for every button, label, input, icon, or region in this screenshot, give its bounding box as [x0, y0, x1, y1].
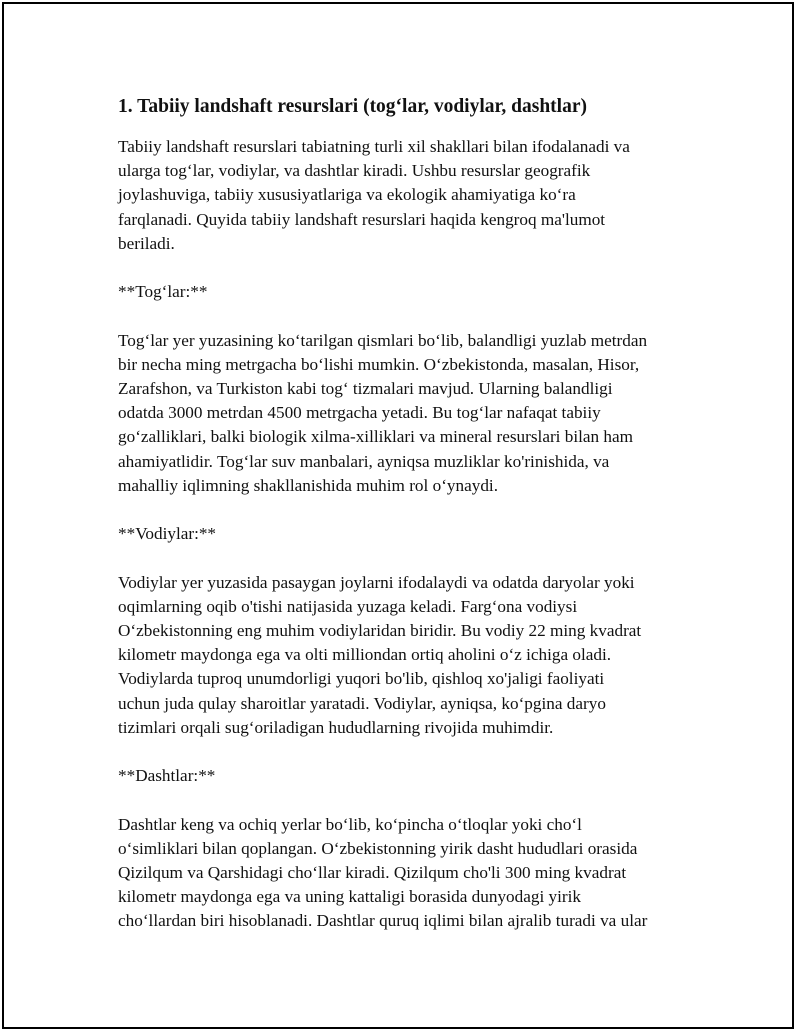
text-line: Tabiiy landshaft resurslari tabiatning turli xil shakllari bilan ifodalanadi va [118, 137, 630, 156]
text-line: ularga tog‘lar, vodiylar, va dashtlar kiradi. Ushbu resurslar geografik [118, 161, 591, 181]
paragraph [118, 135, 698, 256]
text-line: beriladi. [118, 233, 175, 253]
paragraph [118, 813, 698, 934]
text-line: ahamiyatlidir. Tog‘lar suv manbalari, ayniqsa muzliklar ko'rinishida, va [118, 451, 610, 471]
paragraph [118, 280, 698, 304]
text-line: tizimlari orqali sug‘oriladigan hududlarning rivojida muhimdir. [118, 717, 554, 737]
paragraph [118, 571, 698, 740]
text-line: oqimlarning oqib o'tishi natijasida yuzaga keladi. Farg‘ona vodiysi [118, 596, 578, 616]
text-line: o‘simliklari bilan qoplangan. O‘zbekistonning yirik dasht hududlari orasida [118, 838, 638, 858]
text-line: O‘zbekistonning eng muhim vodiylaridan biridir. Bu vodiy 22 ming kvadrat [118, 621, 642, 640]
paragraph [118, 522, 698, 546]
text-line: odatda 3000 metrdan 4500 metrgacha yetadi. Bu tog‘lar nafaqat tabiiy [118, 403, 601, 423]
text-line: Dashtlar keng va ochiq yerlar bo‘lib, ko‘pincha o‘tloqlar yoki cho‘l [118, 814, 582, 834]
paragraph [118, 764, 698, 788]
text-line: Qizilqum va Qarshidagi cho‘llar kiradi. Qizilqum cho'li 300 ming kvadrat [118, 863, 627, 882]
document-body [118, 94, 698, 958]
text-line: Vodiylar yer yuzasida pasaygan joylarni ifodalaydi va odatda daryolar yoki [118, 572, 635, 592]
text-line: kilometr maydonga ega va olti milliondan ortiq aholini o‘z ichiga oladi. [118, 645, 612, 665]
text-line: **Vodiylar:** [118, 524, 217, 544]
text-line: uchun juda qulay sharoitlar yaratadi. Vodiylar, ayniqsa, ko‘pgina daryo [118, 693, 606, 713]
text-line: **Tog‘lar:** [118, 282, 208, 302]
paragraph-list [118, 135, 698, 934]
paragraph [118, 329, 698, 498]
text-line: bir necha ming metrgacha bo‘lishi mumkin. O‘zbekistonda, masalan, Hisor, [118, 354, 640, 374]
text-line: Tog‘lar yer yuzasining ko‘tarilgan qismlari bo‘lib, balandligi yuzlab metrdan [118, 330, 648, 350]
text-line: Zarafshon, va Turkiston kabi tog‘ tizmalari mavjud. Ularning balandligi [118, 379, 613, 398]
text-line: Vodiylarda tuproq unumdorligi yuqori bo'lib, qishloq xo'jaligi faoliyati [118, 669, 605, 689]
text-line: farqlanadi. Quyida tabiiy landshaft resurslari haqida kengroq ma'lumot [118, 209, 606, 229]
text-line: go‘zalliklari, balki biologik xilma-xilliklari va mineral resurslari bilan ham [118, 427, 634, 447]
text-line: kilometr maydonga ega va uning kattaligi borasida dunyodagi yirik [118, 887, 581, 907]
text-line: cho‘llardan biri hisoblanadi. Dashtlar quruq iqlimi bilan ajralib turadi va ular [118, 911, 648, 931]
text-line: joylashuviga, tabiiy xususiyatlariga va ekologik ahamiyatiga ko‘ra [118, 185, 576, 205]
section-heading: 1. Tabiiy landshaft resurslari (tog‘lar, vodiylar, dashtlar) [118, 96, 587, 117]
text-line: mahalliy iqlimning shakllanishida muhim rol o‘ynaydi. [118, 475, 498, 495]
text-line: **Dashtlar:** [118, 766, 216, 786]
